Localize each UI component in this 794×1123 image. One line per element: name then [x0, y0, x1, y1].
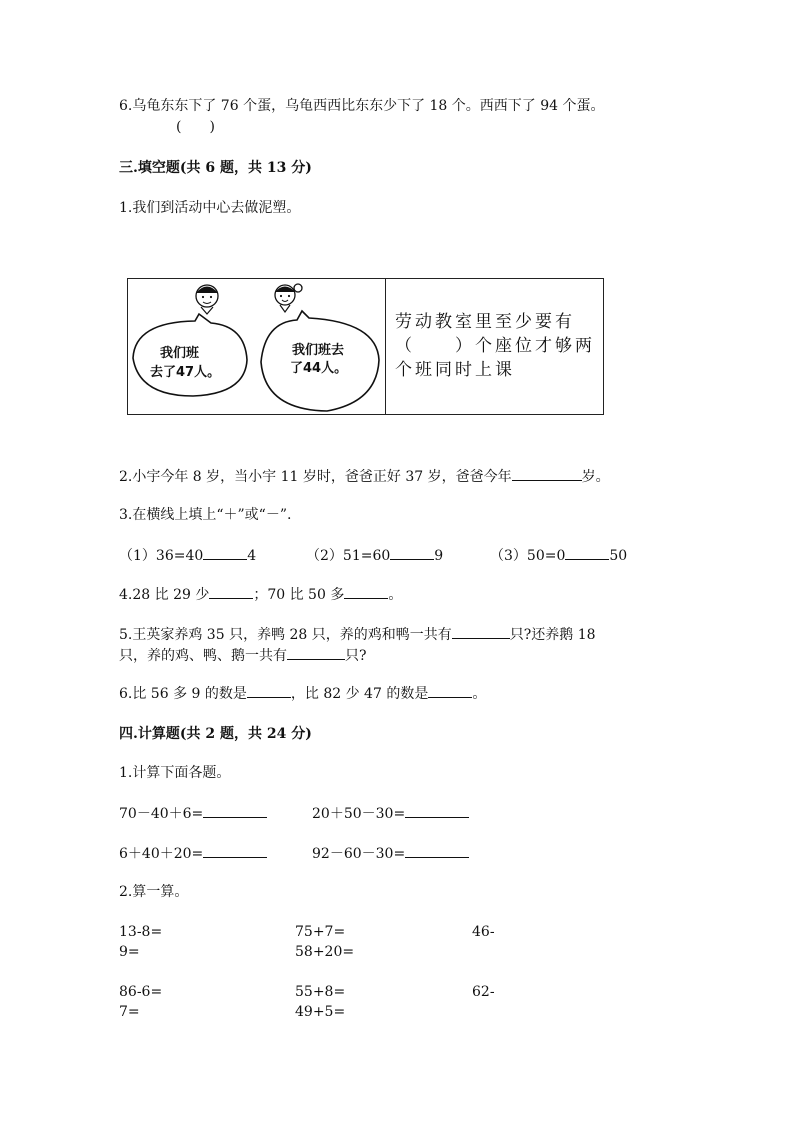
- calc-item: 49+5=: [295, 1004, 346, 1020]
- calc-item: 6＋40＋20=: [119, 843, 267, 864]
- answer-blank[interactable]: [203, 545, 247, 560]
- question-text: 4.28 比 29 少 ；70 比 50 多 。: [119, 584, 402, 605]
- calc-item: 55+8=: [295, 984, 346, 1000]
- fill-item: （2）51=60 9: [306, 545, 443, 566]
- answer-blank[interactable]: [405, 803, 469, 818]
- answer-blank[interactable]: [344, 584, 388, 599]
- calc-item: 46-: [472, 924, 495, 940]
- question-text: 2.小宇今年 8 岁，当小宇 11 岁时，爸爸正好 37 岁，爸爸今年 岁。: [119, 466, 610, 487]
- section-title: 四.计算题(共 2 题，共 24 分): [119, 726, 312, 742]
- answer-blank[interactable]: [565, 545, 609, 560]
- calc-item: 70－40＋6=: [119, 803, 267, 824]
- boy-icon: [196, 285, 218, 314]
- bubble-right-line1: 我们班去: [292, 343, 345, 358]
- answer-blank[interactable]: [452, 624, 510, 639]
- calc-item: 7=: [119, 1004, 140, 1020]
- question-text: 1.计算下面各题。: [119, 765, 231, 781]
- question-text: 6.乌龟东东下了 76 个蛋，乌龟西西比东东少下了 18 个。西西下了 94 个蛋。: [119, 98, 605, 114]
- answer-blank[interactable]: [512, 466, 582, 481]
- question-text: 只，养的鸡、鸭、鹅一共有 只?: [119, 645, 367, 666]
- calc-item: 13-8=: [119, 924, 163, 940]
- calc-item: 58+20=: [295, 944, 355, 960]
- picture-question: 劳动教室里至少要有（ ）个座位才够两个班同时上课: [395, 312, 595, 380]
- question-text: 6.比 56 多 9 的数是 ，比 82 少 47 的数是 。: [119, 683, 486, 704]
- calc-item: 62-: [472, 984, 495, 1000]
- girl-icon: [275, 284, 302, 312]
- answer-blank[interactable]: [390, 545, 434, 560]
- fill-item: （1）36=40 4: [119, 545, 256, 566]
- calc-item: 86-6=: [119, 984, 163, 1000]
- question-text: 5.王英家养鸡 35 只，养鸭 28 只，养的鸡和鸭一共有 只?还养鹅 18: [119, 624, 596, 645]
- answer-blank[interactable]: [209, 584, 253, 599]
- calc-item: 9=: [119, 944, 140, 960]
- answer-blank[interactable]: [405, 843, 469, 858]
- answer-blank[interactable]: [203, 803, 267, 818]
- picture-divider: [385, 278, 386, 414]
- question-text: 2.算一算。: [119, 884, 189, 900]
- question-text: 3.在横线上填上“＋”或“－”.: [119, 507, 292, 523]
- section-title: 三.填空题(共 6 题，共 13 分): [119, 160, 312, 176]
- fill-item: （3）50=0 50: [490, 545, 627, 566]
- bubble-left-line1: 我们班: [160, 346, 200, 361]
- answer-blank[interactable]: [247, 683, 291, 698]
- bubble-right-line2: 了44人。: [290, 361, 348, 376]
- answer-blank[interactable]: [287, 645, 345, 660]
- answer-blank[interactable]: [428, 683, 472, 698]
- calc-item: 92－60－30=: [312, 843, 469, 864]
- calc-item: 20＋50－30=: [312, 803, 469, 824]
- bubble-left-line2: 去了47人。: [150, 365, 221, 380]
- answer-paren[interactable]: ( ): [176, 119, 215, 135]
- answer-blank[interactable]: [203, 843, 267, 858]
- calc-item: 75+7=: [295, 924, 346, 940]
- question-text: 1.我们到活动中心去做泥塑。: [119, 200, 301, 216]
